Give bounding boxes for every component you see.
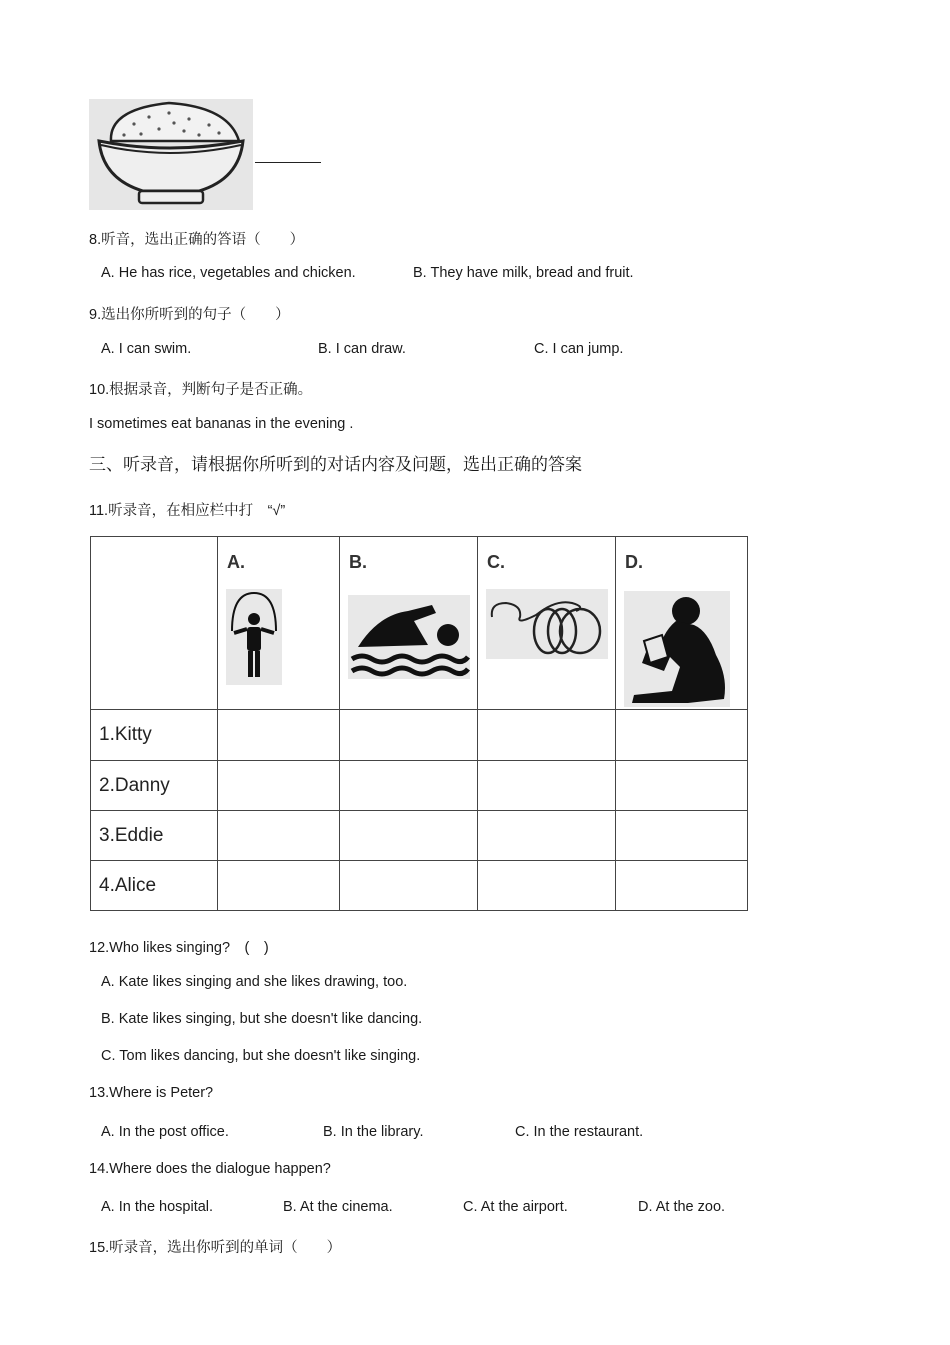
q12-option-b[interactable]: B. Kate likes singing, but she doesn't like dancing. (101, 1011, 423, 1027)
row-label: 1.Kitty (91, 710, 218, 761)
q13-option-c[interactable]: C. In the restaurant. (515, 1124, 644, 1140)
answer-cell[interactable] (478, 761, 616, 811)
q14-option-c[interactable]: C. At the airport. (463, 1199, 568, 1215)
answer-cell[interactable] (478, 811, 616, 861)
grid-corner-cell (91, 537, 218, 710)
answer-blank[interactable] (255, 162, 321, 163)
section-3-title: 三、听录音，请根据你所听到的对话内容及问题，选出正确的答案 (89, 455, 582, 474)
q10-sentence: I sometimes eat bananas in the evening . (89, 416, 354, 432)
q11-answer-grid (90, 536, 748, 911)
q14-prompt: 14.Where does the dialogue happen? (89, 1161, 331, 1177)
jump-rope-icon (226, 589, 282, 690)
row-label: 3.Eddie (91, 811, 218, 861)
q8-option-b[interactable]: B. They have milk, bread and fruit. (413, 265, 634, 281)
answer-cell[interactable] (218, 811, 340, 861)
q11-prompt: 11.听录音，在相应栏中打 “√” (89, 503, 286, 519)
q9-option-c[interactable]: C. I can jump. (534, 341, 624, 357)
answer-cell[interactable] (340, 761, 478, 811)
answer-cell[interactable] (478, 710, 616, 761)
yoyo-icon (486, 589, 608, 664)
reading-icon (624, 591, 730, 712)
answer-cell[interactable] (218, 710, 340, 761)
grid-row (91, 761, 748, 811)
q10-prompt: 10.根据录音，判断句子是否正确。 (89, 382, 313, 398)
column-label: C. (487, 552, 505, 572)
row-label: 2.Danny (91, 761, 218, 811)
answer-cell[interactable] (340, 811, 478, 861)
q15-prompt: 15.听录音，选出你听到的单词（ ） (89, 1240, 342, 1256)
grid-header-b (340, 537, 478, 710)
answer-cell[interactable] (478, 861, 616, 911)
answer-cell[interactable] (616, 811, 748, 861)
q12-option-a[interactable]: A. Kate likes singing and she likes drawing, too. (101, 974, 408, 990)
swimming-icon (348, 595, 470, 684)
grid-row (91, 710, 748, 761)
q9-prompt: 9.选出你所听到的句子（ ） (89, 307, 290, 323)
grid-row (91, 811, 748, 861)
q13-prompt: 13.Where is Peter? (89, 1085, 214, 1101)
q13-option-b[interactable]: B. In the library. (323, 1124, 424, 1140)
answer-cell[interactable] (340, 861, 478, 911)
q8-prompt: 8.听音，选出正确的答语（ ） (89, 232, 305, 248)
row-label: 4.Alice (91, 861, 218, 911)
q14-option-a[interactable]: A. In the hospital. (101, 1199, 214, 1215)
grid-header-c (478, 537, 616, 710)
q14-option-d[interactable]: D. At the zoo. (638, 1199, 726, 1215)
grid-header-d (616, 537, 748, 710)
q8-option-a[interactable]: A. He has rice, vegetables and chicken. (101, 265, 356, 281)
q9-option-b[interactable]: B. I can draw. (318, 341, 406, 357)
answer-cell[interactable] (218, 761, 340, 811)
answer-cell[interactable] (616, 761, 748, 811)
rice-bowl-image (89, 99, 253, 210)
q9-option-a[interactable]: A. I can swim. (101, 341, 192, 357)
answer-cell[interactable] (218, 861, 340, 911)
q14-option-b[interactable]: B. At the cinema. (283, 1199, 393, 1215)
answer-cell[interactable] (340, 710, 478, 761)
answer-cell[interactable] (616, 710, 748, 761)
answer-cell[interactable] (616, 861, 748, 911)
q12-option-c[interactable]: C. Tom likes dancing, but she doesn't like singing. (101, 1048, 421, 1064)
grid-row (91, 861, 748, 911)
grid-header-a (218, 537, 340, 710)
column-label: B. (349, 552, 367, 572)
q13-option-a[interactable]: A. In the post office. (101, 1124, 229, 1140)
column-label: A. (227, 552, 245, 572)
column-label: D. (625, 552, 643, 572)
q12-prompt: 12.Who likes singing? ( ) (89, 940, 269, 956)
